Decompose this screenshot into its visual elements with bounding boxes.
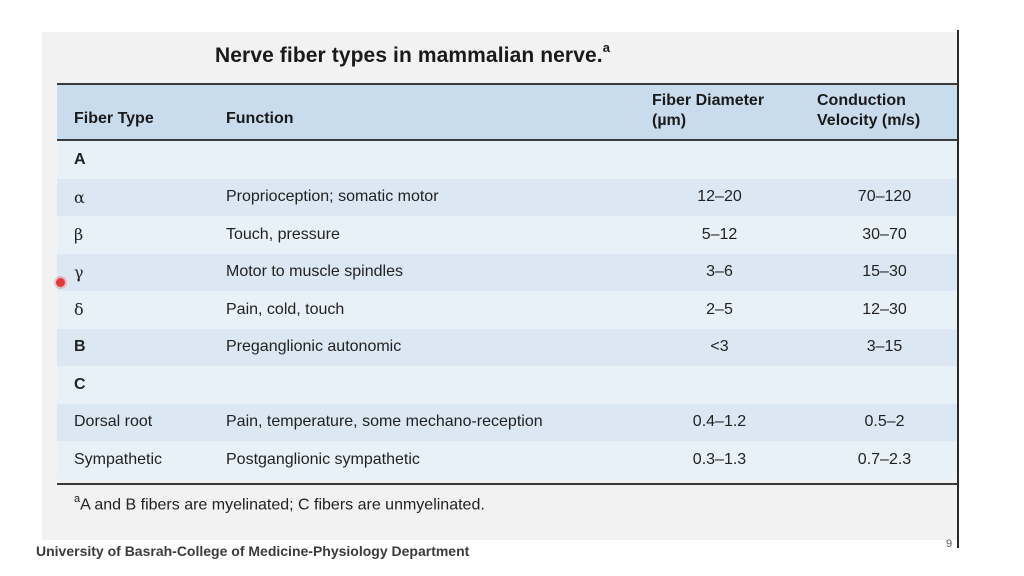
laser-pointer-dot (56, 278, 65, 287)
table-row (57, 329, 957, 367)
table-row (57, 254, 957, 292)
institution-footer: University of Basrah-College of Medicine-Physiology Department (36, 543, 470, 559)
table-row (57, 141, 957, 179)
row-function: Pain, cold, touch (226, 300, 345, 318)
row-diameter: 12–20 (697, 188, 742, 206)
table-row (57, 179, 957, 217)
header-conduction-velocity: Conduction Velocity (m/s) (817, 92, 921, 129)
table-row (57, 366, 957, 404)
row-velocity: 30–70 (862, 225, 907, 243)
nerve-fiber-table (57, 85, 957, 479)
table-row (57, 404, 957, 442)
row-fiber-type: α (74, 187, 85, 207)
table-title (215, 42, 610, 68)
row-diameter: 0.3–1.3 (692, 450, 747, 468)
row-function: Motor to muscle spindles (226, 263, 403, 281)
footnote-marker: a (74, 493, 81, 505)
row-fiber-type: γ (74, 262, 84, 282)
row-diameter: <3 (710, 338, 729, 356)
row-fiber-type: δ (74, 300, 84, 320)
table-footnote (74, 494, 485, 514)
row-function: Pain, temperature, some mechano-reception (226, 413, 543, 431)
row-diameter: 5–12 (701, 225, 738, 243)
row-velocity: 15–30 (862, 263, 907, 281)
row-velocity: 3–15 (866, 338, 903, 356)
row-diameter: 3–6 (706, 263, 733, 281)
table-row (57, 441, 957, 479)
row-fiber-type: C (74, 375, 86, 393)
slide-edge-rule (957, 30, 959, 548)
row-fiber-type: Sympathetic (74, 450, 163, 468)
row-function: Touch, pressure (226, 225, 340, 243)
row-function: Proprioception; somatic motor (226, 188, 439, 206)
footnote-text: A and B fibers are myelinated; C fibers are unmyelinated. (80, 496, 485, 514)
row-velocity: 0.5–2 (864, 413, 905, 431)
title-footnote-marker: a (602, 40, 611, 55)
row-velocity: 70–120 (857, 188, 912, 206)
header-function: Function (226, 110, 294, 127)
row-function: Postganglionic sympathetic (226, 450, 420, 468)
header-fiber-type: Fiber Type (74, 110, 154, 127)
row-function: Preganglionic autonomic (226, 338, 402, 356)
table-title-text: Nerve fiber types in mammalian nerve. (215, 44, 603, 67)
table-bottom-rule (57, 483, 957, 485)
row-fiber-type: B (74, 338, 86, 356)
row-velocity: 12–30 (862, 300, 907, 318)
header-fiber-diameter: Fiber Diameter (µm) (652, 92, 765, 129)
slide-page-number: 9 (946, 538, 953, 550)
row-diameter: 2–5 (706, 300, 733, 318)
row-fiber-type: A (74, 150, 86, 168)
table-header-row (57, 85, 957, 141)
row-fiber-type: Dorsal root (74, 413, 153, 431)
table-row (57, 291, 957, 329)
row-diameter: 0.4–1.2 (692, 413, 747, 431)
row-fiber-type: β (74, 225, 84, 245)
row-velocity: 0.7–2.3 (857, 450, 912, 468)
table-row (57, 216, 957, 254)
